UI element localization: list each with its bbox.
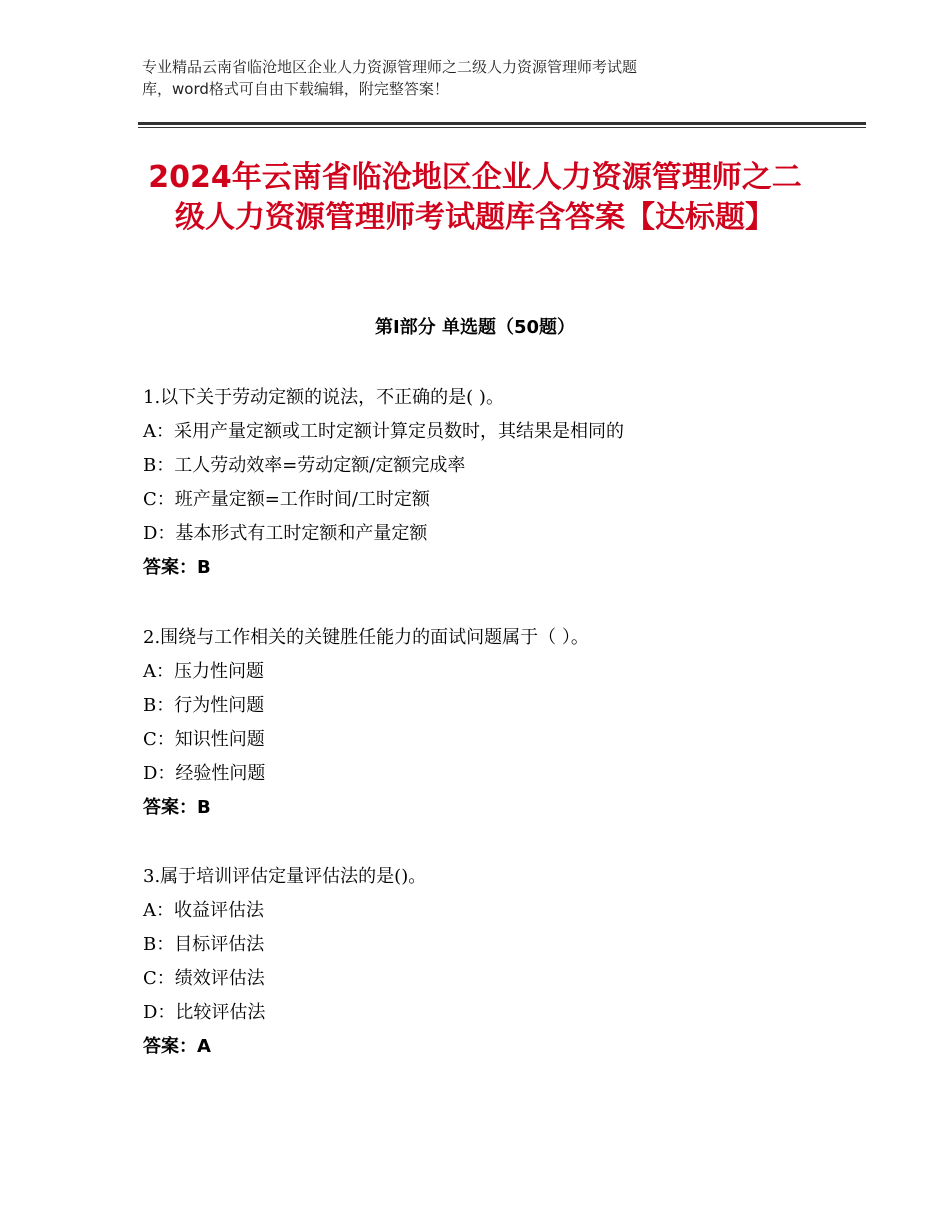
option-a: A：压力性问题: [143, 661, 264, 682]
document-title: 2024年云南省临沧地区企业人力资源管理师之二级人力资源管理师考试题库含答案【达标题】: [148, 160, 802, 235]
option-d: D：经验性问题: [143, 763, 266, 784]
answer: 答案：B: [143, 557, 211, 578]
question-3: [143, 860, 823, 1064]
option-b: B：工人劳动效率=劳动定额/定额完成率: [143, 455, 466, 476]
question-2: [143, 621, 823, 825]
option-d: D：比较评估法: [143, 1002, 266, 1023]
question-1: [143, 381, 823, 585]
header-note-line-2: 库，word格式可自由下载编辑，附完整答案！: [142, 80, 449, 98]
question-stem: 2.围绕与工作相关的关键胜任能力的面试问题属于（ ）。: [143, 627, 589, 648]
option-a: A：采用产量定额或工时定额计算定员数时，其结果是相同的: [143, 421, 624, 442]
question-stem: 1.以下关于劳动定额的说法，不正确的是( )。: [143, 387, 504, 408]
header-divider-thin: [138, 127, 866, 128]
header-divider-thick: [138, 122, 866, 125]
option-b: B：目标评估法: [143, 934, 265, 955]
option-c: C：知识性问题: [143, 729, 265, 750]
header-note: [142, 56, 782, 100]
option-c: C：班产量定额=工作时间/工时定额: [143, 489, 430, 510]
section-title: 第Ⅰ部分 单选题（50题）: [374, 317, 575, 338]
answer: 答案：B: [143, 797, 211, 818]
option-b: B：行为性问题: [143, 695, 265, 716]
option-a: A：收益评估法: [143, 900, 264, 921]
question-stem: 3.属于培训评估定量评估法的是()。: [143, 866, 427, 887]
answer: 答案：A: [143, 1036, 211, 1057]
option-c: C：绩效评估法: [143, 968, 265, 989]
header-note-line-1: 专业精品云南省临沧地区企业人力资源管理师之二级人力资源管理师考试题: [142, 58, 638, 76]
option-d: D：基本形式有工时定额和产量定额: [143, 523, 428, 544]
